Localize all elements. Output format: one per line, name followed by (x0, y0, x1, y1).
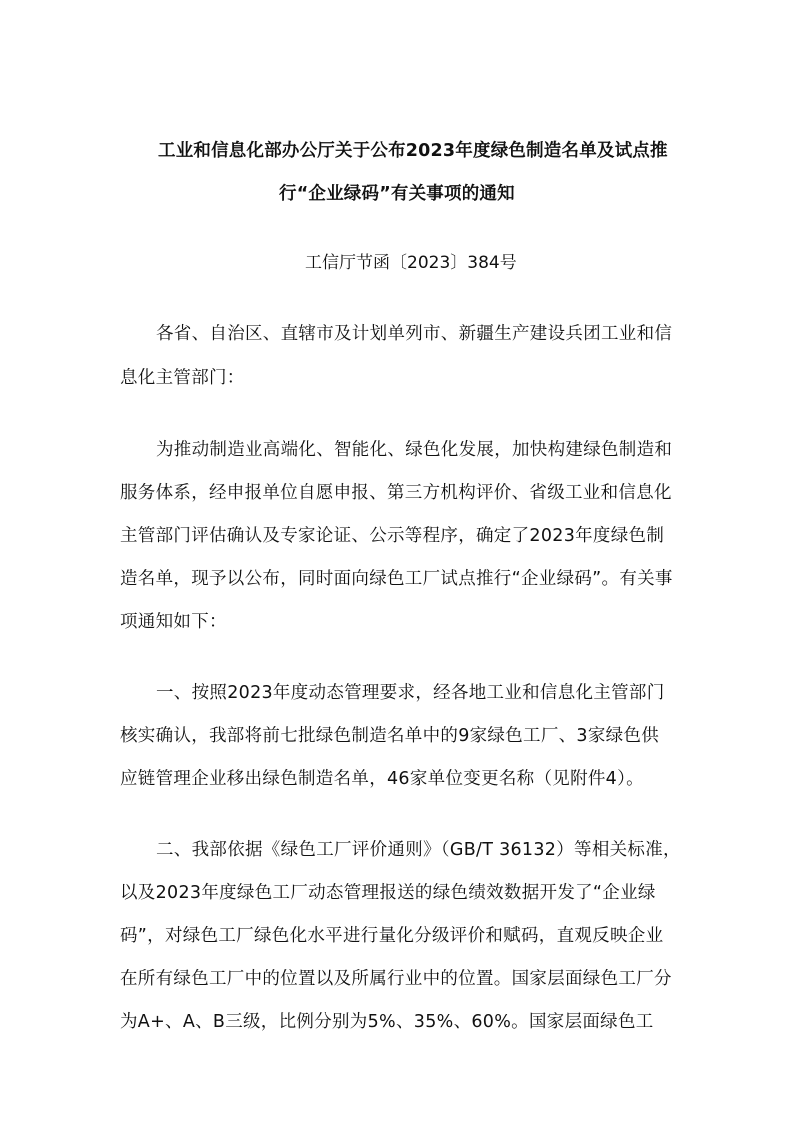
paragraph-line: 服务体系，经申报单位自愿申报、第三方机构评价、省级工业和信息化 (120, 483, 672, 503)
paragraph-line: 主管部门评估确认及专家论证、公示等程序，确定了2023年度绿色制 (120, 526, 665, 546)
document-title-line-1: 工业和信息化部办公厅关于公布2023年度绿色制造名单及试点推 (158, 141, 668, 161)
addressee-line: 息化主管部门： (120, 368, 245, 388)
paragraph-line: 码”，对绿色工厂绿色化水平进行量化分级评价和赋码，直观反映企业 (120, 926, 664, 946)
paragraph-line: 应链管理企业移出绿色制造名单，46家单位变更名称（见附件4）。 (120, 769, 644, 789)
paragraph-line: 以及2023年度绿色工厂动态管理报送的绿色绩效数据开发了“企业绿 (120, 883, 656, 903)
document-title-line-2: 行“企业绿码”有关事项的通知 (279, 184, 515, 204)
paragraph-line: 核实确认，我部将前七批绿色制造名单中的9家绿色工厂、3家绿色供 (120, 726, 660, 746)
paragraph-line: 为推动制造业高端化、智能化、绿色化发展，加快构建绿色制造和 (156, 440, 673, 460)
paragraph-line: 造名单，现予以公布，同时面向绿色工厂试点推行“企业绿码”。有关事 (120, 569, 673, 589)
addressee-line: 各省、自治区、直辖市及计划单列市、新疆生产建设兵团工业和信 (156, 324, 673, 344)
document-number: 工信厅节函〔2023〕384号 (305, 253, 517, 273)
paragraph-line: 在所有绿色工厂中的位置以及所属行业中的位置。国家层面绿色工厂分 (120, 969, 672, 989)
paragraph-line: 为A+、A、B三级，比例分别为5%、35%、60%。国家层面绿色工 (120, 1012, 654, 1032)
paragraph-line: 一、按照2023年度动态管理要求，经各地工业和信息化主管部门 (156, 683, 665, 703)
paragraph-line: 项通知如下： (120, 612, 227, 632)
paragraph-line: 二、我部依据《绿色工厂评价通则》（GB/T 36132）等相关标准， (156, 840, 681, 860)
